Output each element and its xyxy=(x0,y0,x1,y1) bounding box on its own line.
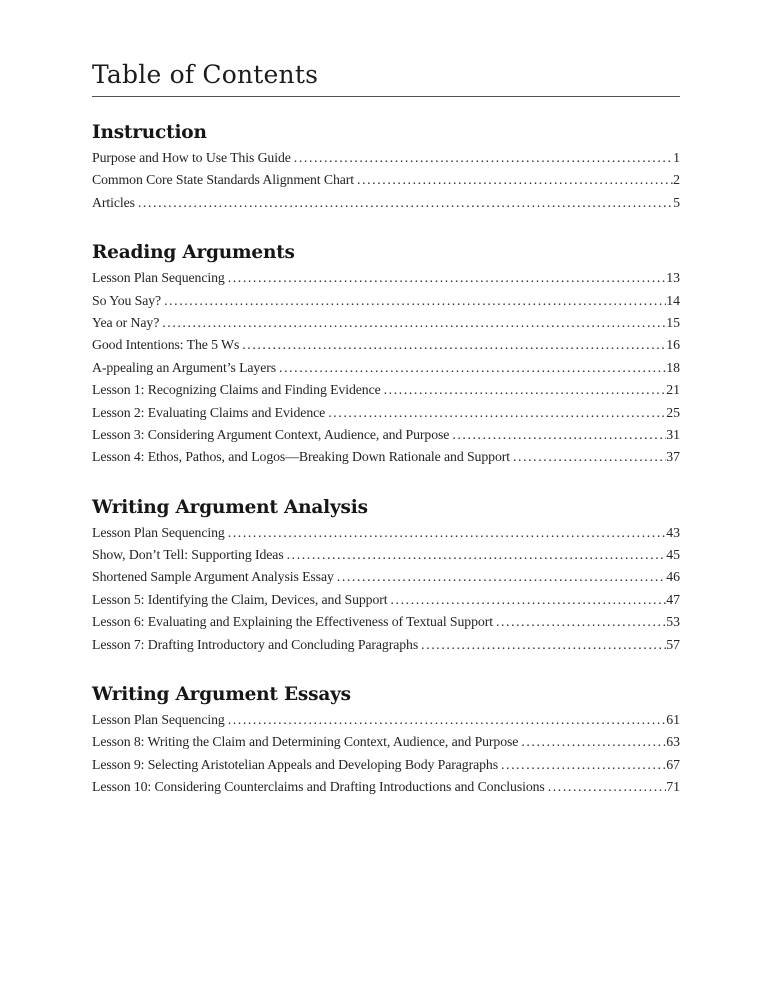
leader-dots xyxy=(294,150,673,166)
leader-dots xyxy=(501,757,666,773)
leader-dots xyxy=(521,734,666,750)
toc-entry-page: 25 xyxy=(666,404,680,420)
toc-entry-label: Lesson 4: Ethos, Pathos, and Logos—Breaking Down Rationale and Support xyxy=(92,449,510,465)
toc-entry-page: 57 xyxy=(666,636,680,652)
toc-entry xyxy=(92,614,680,636)
toc-entry xyxy=(92,569,680,591)
toc-entry-label: Shortened Sample Argument Analysis Essay xyxy=(92,569,334,585)
toc-entry-page: 61 xyxy=(666,712,680,728)
leader-dots xyxy=(421,637,666,653)
toc-entry-label: Lesson 1: Recognizing Claims and Finding Evidence xyxy=(92,382,381,398)
leader-dots xyxy=(138,195,673,211)
toc-entry-label: Lesson 6: Evaluating and Explaining the Effectiveness of Textual Support xyxy=(92,614,493,630)
leader-dots xyxy=(384,382,667,398)
section-writing-argument-essays xyxy=(92,684,680,802)
section-instruction xyxy=(92,122,680,217)
toc-entry-page: 18 xyxy=(666,359,680,375)
leader-dots xyxy=(548,779,667,795)
toc-entry-label: Lesson Plan Sequencing xyxy=(92,524,225,540)
toc-entry xyxy=(92,592,680,614)
toc-entry xyxy=(92,150,680,172)
toc-entry xyxy=(92,547,680,569)
toc-entry xyxy=(92,172,680,194)
toc-entry-label: Lesson Plan Sequencing xyxy=(92,270,225,286)
leader-dots xyxy=(391,592,667,608)
toc-entry-label: Lesson 8: Writing the Claim and Determining Context, Audience, and Purpose xyxy=(92,734,519,750)
toc-entry-label: Lesson Plan Sequencing xyxy=(92,712,225,728)
leader-dots xyxy=(337,569,666,585)
toc-entry xyxy=(92,712,680,734)
toc-entry-page: 53 xyxy=(666,614,680,630)
toc-entry-page: 16 xyxy=(666,337,680,353)
toc-entry-page: 1 xyxy=(673,150,680,165)
toc-entry-label: Show, Don’t Tell: Supporting Ideas xyxy=(92,547,284,563)
leader-dots xyxy=(452,427,666,443)
toc-entry-page: 13 xyxy=(666,270,680,286)
leader-dots xyxy=(164,293,666,309)
toc-entry xyxy=(92,757,680,779)
leader-dots xyxy=(357,172,673,188)
toc-entry xyxy=(92,315,680,337)
section-heading: Instruction xyxy=(92,122,207,143)
leader-dots xyxy=(496,614,666,630)
toc-entry xyxy=(92,270,680,292)
toc-entry-page: 63 xyxy=(666,734,680,750)
toc-entry-page: 67 xyxy=(666,756,680,772)
toc-entry xyxy=(92,382,680,404)
leader-dots xyxy=(287,547,667,563)
section-heading: Reading Arguments xyxy=(92,242,295,264)
toc-entry xyxy=(92,360,680,382)
toc-entry-page: 43 xyxy=(666,524,680,540)
leader-dots xyxy=(162,315,666,331)
toc-entry-page: 46 xyxy=(666,569,680,585)
toc-entry-page: 47 xyxy=(666,591,680,607)
toc-entry-label: Lesson 9: Selecting Aristotelian Appeals and Developing Body Paragraphs xyxy=(92,756,498,772)
toc-entry xyxy=(92,637,680,659)
toc-entry xyxy=(92,525,680,547)
leader-dots xyxy=(228,270,667,286)
leader-dots xyxy=(328,405,666,421)
toc-entry-label: Purpose and How to Use This Guide xyxy=(92,150,291,165)
toc-entry-page: 45 xyxy=(666,547,680,563)
section-heading: Writing Argument Essays xyxy=(92,684,351,706)
toc-entry-page: 5 xyxy=(673,194,680,210)
toc-content xyxy=(92,60,680,802)
toc-entry-label: Lesson 3: Considering Argument Context, Audience, and Purpose xyxy=(92,426,450,442)
toc-entry-page: 71 xyxy=(666,779,680,795)
toc-entry xyxy=(92,427,680,449)
leader-dots xyxy=(279,360,666,376)
toc-entry-page: 31 xyxy=(666,426,680,442)
toc-entry-page: 15 xyxy=(666,314,680,330)
toc-entry-label: Articles xyxy=(92,194,135,210)
toc-entry-label: Lesson 10: Considering Counterclaims and Drafting Introductions and Conclusions xyxy=(92,779,545,795)
toc-entry-label: A-ppealing an Argument’s Layers xyxy=(92,359,277,375)
section-reading-arguments xyxy=(92,242,680,472)
toc-entry xyxy=(92,337,680,359)
toc-entry-page: 37 xyxy=(666,449,680,465)
toc-entry-label: So You Say? xyxy=(92,292,162,308)
toc-entry-page: 14 xyxy=(666,292,680,308)
leader-dots xyxy=(242,337,666,353)
toc-entry-page: 2 xyxy=(673,172,680,188)
page-title: Table of Contents xyxy=(92,60,680,97)
toc-entry-label: Lesson 5: Identifying the Claim, Devices, and Support xyxy=(92,591,388,607)
section-writing-argument-analysis xyxy=(92,497,680,659)
toc-entry-label: Good Intentions: The 5 Ws xyxy=(92,337,240,353)
section-heading: Writing Argument Analysis xyxy=(92,496,368,518)
toc-entry xyxy=(92,293,680,315)
toc-entry xyxy=(92,405,680,427)
toc-entry-label: Lesson 2: Evaluating Claims and Evidence xyxy=(92,404,326,420)
toc-entry xyxy=(92,734,680,756)
toc-entry-label: Lesson 7: Drafting Introductory and Concluding Paragraphs xyxy=(92,636,419,652)
toc-entry-label: Common Core State Standards Alignment Chart xyxy=(92,172,355,188)
leader-dots xyxy=(228,525,667,541)
leader-dots xyxy=(228,712,667,728)
leader-dots xyxy=(513,449,666,465)
toc-entry-label: Yea or Nay? xyxy=(92,314,160,330)
toc-entry-page: 21 xyxy=(666,382,680,398)
toc-entry xyxy=(92,449,680,471)
toc-entry xyxy=(92,195,680,217)
toc-entry xyxy=(92,779,680,801)
